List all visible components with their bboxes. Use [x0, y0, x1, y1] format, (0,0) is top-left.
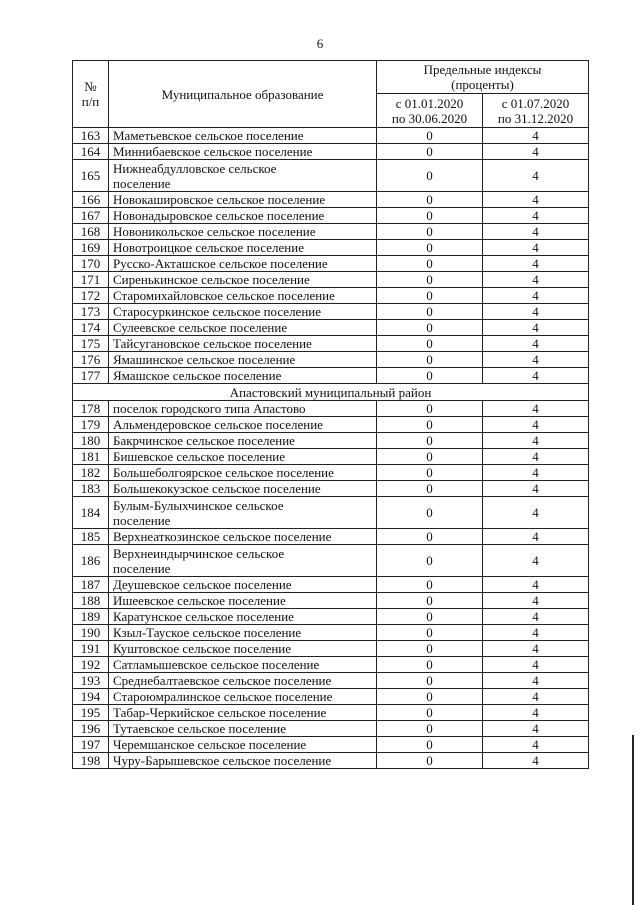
row-number: 168: [73, 224, 109, 240]
period-2-line2: по 31.12.2020: [497, 110, 574, 126]
row-number: 176: [73, 352, 109, 368]
row-municipality: Маметьевское сельское поселение: [109, 128, 377, 144]
row-municipality: Кзыл-Тауское сельское поселение: [109, 625, 377, 641]
period-1-line2: по 30.06.2020: [391, 110, 468, 126]
table-row: [73, 609, 589, 625]
row-index-period-2: 4: [483, 529, 589, 545]
row-municipality: Куштовское сельское поселение: [109, 641, 377, 657]
row-index-period-2: 4: [483, 753, 589, 769]
row-municipality: Старосуркинское сельское поселение: [109, 304, 377, 320]
row-index-period-1: 0: [377, 144, 483, 160]
row-index-period-2: 4: [483, 336, 589, 352]
row-number: 193: [73, 673, 109, 689]
section-title-apastovo: Апастовский муниципальный район: [73, 384, 589, 401]
row-index-period-2: 4: [483, 224, 589, 240]
column-header-period-1: [377, 94, 483, 128]
row-municipality: Бишевское сельское поселение: [109, 449, 377, 465]
row-index-period-2: 4: [483, 272, 589, 288]
row-index-period-2: 4: [483, 545, 589, 577]
row-municipality: Новоникольское сельское поселение: [109, 224, 377, 240]
table-row: [73, 368, 589, 384]
table-row: [73, 641, 589, 657]
row-number: 175: [73, 336, 109, 352]
row-municipality: [109, 497, 377, 529]
row-index-period-2: 4: [483, 465, 589, 481]
row-number: 186: [73, 545, 109, 577]
row-number: 190: [73, 625, 109, 641]
column-group-header-line1: Предельные индексы: [423, 62, 542, 77]
row-municipality: Сатламышевское сельское поселение: [109, 657, 377, 673]
row-municipality: Большекокузское сельское поселение: [109, 481, 377, 497]
row-number: 185: [73, 529, 109, 545]
row-municipality-line1: Верхнеиндырчинское сельское: [113, 545, 285, 561]
row-number: 181: [73, 449, 109, 465]
page-number: 6: [316, 36, 324, 51]
row-index-period-2: 4: [483, 401, 589, 417]
table-row: [73, 657, 589, 673]
row-index-period-2: 4: [483, 320, 589, 336]
row-number: 167: [73, 208, 109, 224]
row-municipality: Альмендеровское сельское поселение: [109, 417, 377, 433]
row-index-period-2: 4: [483, 160, 589, 192]
row-index-period-2: 4: [483, 192, 589, 208]
row-index-period-1: 0: [377, 352, 483, 368]
row-municipality: Ямашинское сельское поселение: [109, 352, 377, 368]
row-number: 179: [73, 417, 109, 433]
row-index-period-1: 0: [377, 336, 483, 352]
row-index-period-2: 4: [483, 593, 589, 609]
row-municipality: Среднебалтаевское сельское поселение: [109, 673, 377, 689]
row-municipality-line2: поселение: [113, 560, 171, 576]
row-index-period-1: 0: [377, 224, 483, 240]
period-2-line1: с 01.07.2020: [501, 95, 570, 111]
row-index-period-1: 0: [377, 272, 483, 288]
row-municipality: Староюмралинское сельское поселение: [109, 689, 377, 705]
table-row: [73, 272, 589, 288]
scan-edge-line: [632, 735, 634, 905]
period-1-line1: с 01.01.2020: [395, 95, 464, 111]
row-municipality: Табар-Черкийское сельское поселение: [109, 705, 377, 721]
row-number: 177: [73, 368, 109, 384]
table-row: [73, 577, 589, 593]
table-row: [73, 721, 589, 737]
row-index-period-2: 4: [483, 577, 589, 593]
row-index-period-2: 4: [483, 352, 589, 368]
row-index-period-1: 0: [377, 641, 483, 657]
row-index-period-2: 4: [483, 497, 589, 529]
section-row: [73, 384, 589, 401]
row-municipality: Верхнеаткозинское сельское поселение: [109, 529, 377, 545]
indices-table: [72, 60, 589, 769]
row-municipality: [109, 160, 377, 192]
row-index-period-1: 0: [377, 721, 483, 737]
row-index-period-2: 4: [483, 368, 589, 384]
row-index-period-2: 4: [483, 609, 589, 625]
row-municipality-line2: поселение: [113, 175, 171, 191]
table-row: [73, 625, 589, 641]
table-row: [73, 208, 589, 224]
table-row: [73, 240, 589, 256]
table-row: [73, 529, 589, 545]
column-group-header-indices: [377, 61, 589, 94]
table-row: [73, 737, 589, 753]
column-header-number: [73, 61, 109, 128]
row-index-period-1: 0: [377, 417, 483, 433]
row-number: 195: [73, 705, 109, 721]
row-index-period-1: 0: [377, 529, 483, 545]
row-municipality: Русско-Акташское сельское поселение: [109, 256, 377, 272]
row-municipality: Новонадыровское сельское поселение: [109, 208, 377, 224]
row-index-period-1: 0: [377, 433, 483, 449]
row-number: 180: [73, 433, 109, 449]
table-row: [73, 352, 589, 368]
row-index-period-1: 0: [377, 208, 483, 224]
row-index-period-1: 0: [377, 609, 483, 625]
row-number: 192: [73, 657, 109, 673]
row-number: 166: [73, 192, 109, 208]
row-index-period-2: 4: [483, 721, 589, 737]
row-number: 188: [73, 593, 109, 609]
row-municipality: Большеболгоярское сельское поселение: [109, 465, 377, 481]
row-municipality: Каратунское сельское поселение: [109, 609, 377, 625]
table-row: [73, 689, 589, 705]
table-row: [73, 497, 589, 529]
column-header-municipality: Муниципальное образование: [109, 61, 377, 128]
row-municipality: Чуру-Барышевское сельское поселение: [109, 753, 377, 769]
row-number: 174: [73, 320, 109, 336]
row-index-period-1: 0: [377, 465, 483, 481]
column-header-number-line2: п/п: [81, 94, 100, 109]
row-index-period-2: 4: [483, 128, 589, 144]
row-number: 164: [73, 144, 109, 160]
row-municipality: Старомихайловское сельское поселение: [109, 288, 377, 304]
table-row: [73, 433, 589, 449]
row-number: 182: [73, 465, 109, 481]
row-index-period-1: 0: [377, 753, 483, 769]
row-index-period-2: 4: [483, 481, 589, 497]
row-number: 165: [73, 160, 109, 192]
row-index-period-1: 0: [377, 256, 483, 272]
table-row: [73, 673, 589, 689]
row-municipality-line1: Нижнеабдулловское сельское: [113, 160, 277, 176]
row-number: 183: [73, 481, 109, 497]
table-row: [73, 192, 589, 208]
table-row: [73, 224, 589, 240]
row-municipality: Бакрчинское сельское поселение: [109, 433, 377, 449]
row-index-period-2: 4: [483, 256, 589, 272]
row-number: 169: [73, 240, 109, 256]
row-index-period-2: 4: [483, 689, 589, 705]
row-number: 173: [73, 304, 109, 320]
row-municipality: Сулеевское сельское поселение: [109, 320, 377, 336]
table-row: [73, 320, 589, 336]
table-row: [73, 304, 589, 320]
row-municipality: [109, 545, 377, 577]
row-municipality: Тутаевское сельское поселение: [109, 721, 377, 737]
row-index-period-2: 4: [483, 433, 589, 449]
table-row: [73, 256, 589, 272]
table-row: [73, 401, 589, 417]
row-index-period-1: 0: [377, 368, 483, 384]
row-index-period-2: 4: [483, 641, 589, 657]
column-header-period-2: [483, 94, 589, 128]
table-row: [73, 128, 589, 144]
row-index-period-2: 4: [483, 449, 589, 465]
row-municipality: Новотроицкое сельское поселение: [109, 240, 377, 256]
row-index-period-2: 4: [483, 705, 589, 721]
row-municipality: Ямашское сельское поселение: [109, 368, 377, 384]
row-municipality: Миннибаевское сельское поселение: [109, 144, 377, 160]
column-group-header-line2: (проценты): [451, 77, 514, 92]
row-number: 184: [73, 497, 109, 529]
table-row: [73, 336, 589, 352]
row-index-period-1: 0: [377, 160, 483, 192]
row-index-period-2: 4: [483, 144, 589, 160]
row-index-period-2: 4: [483, 737, 589, 753]
row-index-period-2: 4: [483, 657, 589, 673]
row-index-period-1: 0: [377, 128, 483, 144]
row-index-period-1: 0: [377, 705, 483, 721]
row-index-period-1: 0: [377, 497, 483, 529]
table-row: [73, 545, 589, 577]
row-number: 194: [73, 689, 109, 705]
row-municipality: Тайсугановское сельское поселение: [109, 336, 377, 352]
row-index-period-1: 0: [377, 689, 483, 705]
row-index-period-1: 0: [377, 240, 483, 256]
row-municipality: поселок городского типа Апастово: [109, 401, 377, 417]
row-number: 189: [73, 609, 109, 625]
row-municipality-line1: Булым-Булыхчинское сельское: [113, 497, 284, 513]
table-row: [73, 481, 589, 497]
row-index-period-1: 0: [377, 545, 483, 577]
row-index-period-1: 0: [377, 192, 483, 208]
row-index-period-1: 0: [377, 320, 483, 336]
row-index-period-2: 4: [483, 288, 589, 304]
row-index-period-1: 0: [377, 481, 483, 497]
table-row: [73, 144, 589, 160]
row-number: 170: [73, 256, 109, 272]
row-number: 171: [73, 272, 109, 288]
row-index-period-2: 4: [483, 240, 589, 256]
row-index-period-1: 0: [377, 737, 483, 753]
row-number: 191: [73, 641, 109, 657]
table-row: [73, 465, 589, 481]
row-number: 163: [73, 128, 109, 144]
column-header-number-line1: №: [84, 79, 97, 94]
table-row: [73, 160, 589, 192]
row-index-period-1: 0: [377, 288, 483, 304]
table-row: [73, 705, 589, 721]
row-municipality: Ишеевское сельское поселение: [109, 593, 377, 609]
row-index-period-2: 4: [483, 208, 589, 224]
row-index-period-2: 4: [483, 625, 589, 641]
row-index-period-1: 0: [377, 657, 483, 673]
row-index-period-1: 0: [377, 577, 483, 593]
table-row: [73, 288, 589, 304]
row-index-period-2: 4: [483, 304, 589, 320]
row-index-period-1: 0: [377, 449, 483, 465]
row-number: 198: [73, 753, 109, 769]
row-index-period-1: 0: [377, 593, 483, 609]
row-number: 172: [73, 288, 109, 304]
row-index-period-1: 0: [377, 304, 483, 320]
row-number: 197: [73, 737, 109, 753]
table-row: [73, 417, 589, 433]
row-index-period-2: 4: [483, 673, 589, 689]
row-municipality-line2: поселение: [113, 512, 171, 528]
row-municipality: Сиренькинское сельское поселение: [109, 272, 377, 288]
table-row: [73, 753, 589, 769]
row-index-period-1: 0: [377, 401, 483, 417]
table-row: [73, 593, 589, 609]
row-number: 187: [73, 577, 109, 593]
row-municipality: Черемшанское сельское поселение: [109, 737, 377, 753]
row-index-period-1: 0: [377, 673, 483, 689]
row-number: 178: [73, 401, 109, 417]
row-index-period-1: 0: [377, 625, 483, 641]
row-index-period-2: 4: [483, 417, 589, 433]
table-row: [73, 449, 589, 465]
row-number: 196: [73, 721, 109, 737]
row-municipality: Деушевское сельское поселение: [109, 577, 377, 593]
row-municipality: Новокашировское сельское поселение: [109, 192, 377, 208]
